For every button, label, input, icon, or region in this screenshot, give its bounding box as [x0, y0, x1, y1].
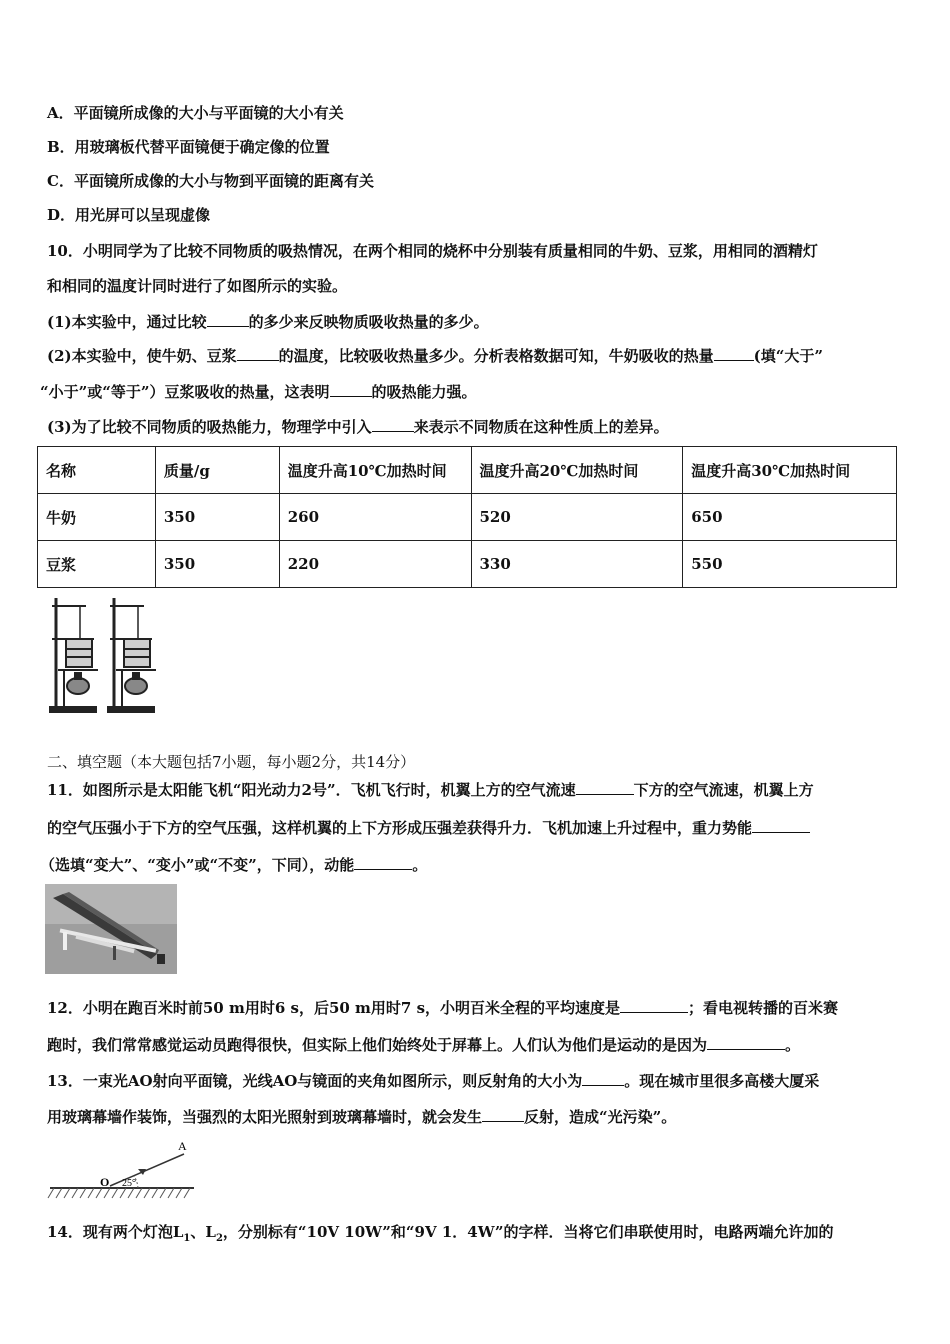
apparatus-left: [50, 598, 98, 712]
q10-part2-line2: [40, 380, 477, 402]
q13-text-b: 。现在城市里很多高楼大厦采: [624, 1072, 820, 1090]
q13-line2: [47, 1105, 676, 1127]
q10-part3: [47, 415, 669, 437]
q10-blank-4[interactable]: [330, 380, 372, 397]
q11-text-d: （选填“变大”、“变小”或“不变”，下同），动能: [40, 856, 355, 874]
q10-part1-text-a: (1)本实验中，通过比较: [47, 313, 207, 331]
table-header: 温度升高10℃加热时间: [279, 447, 471, 494]
q13-blank-1[interactable]: [582, 1069, 624, 1086]
q11-text-c: 的空气压强小于下方的空气压强，这样机翼的上下方形成压强差获得升力．飞机加速上升过程中，重力势能: [47, 819, 753, 837]
q10-part2-text-c: (填“大于”: [753, 347, 824, 365]
q14-bulb-l: L: [172, 1223, 184, 1241]
q12-blank-1[interactable]: [620, 996, 688, 1013]
q12-blank-2[interactable]: [707, 1033, 785, 1050]
q11-blank-1[interactable]: [576, 778, 634, 795]
option-a: A．平面镜所成像的大小与平面镜的大小有关: [47, 104, 344, 122]
q13-text-c: 用玻璃幕墙作装饰，当强烈的太阳光照射到玻璃幕墙时，就会发生: [47, 1108, 483, 1126]
table-cell: 330: [471, 541, 683, 588]
heating-time-table: [37, 446, 897, 588]
q14-text-a: 14．现有两个灯泡: [47, 1223, 173, 1241]
q11-text-b: 下方的空气流速，机翼上方: [633, 781, 814, 799]
mirror-hatching: [48, 1188, 190, 1198]
q14-line1: [47, 1222, 833, 1249]
q10-part1-text-b: 的多少来反映物质吸收热量的多少。: [248, 313, 489, 331]
label-angle: 25°: [122, 1178, 136, 1189]
q10-line1: 10．小明同学为了比较不同物质的吸热情况，在两个相同的烧杯中分别装有质量相同的牛奶、豆浆，用相同的酒精灯: [47, 242, 818, 260]
q10-part2-text-a: (2)本实验中，使牛奶、豆浆: [47, 347, 237, 365]
q12-text-a: 12．小明在跑百米时前50 m用时6 s，后50 m用时7 s，小明百米全程的平均速度是: [47, 999, 621, 1017]
q12-text-b: ；看电视转播的百米赛: [688, 999, 839, 1017]
q10-part2-line1: [47, 344, 823, 366]
q10-line2: 和相同的温度计同时进行了如图所示的实验。: [47, 277, 348, 295]
q12-line1: [47, 996, 838, 1018]
q10-part3-text-a: (3)为了比较不同物质的吸热能力，物理学中引入: [47, 418, 372, 436]
table-cell: 350: [155, 494, 279, 541]
table-header: 质量/g: [155, 447, 279, 494]
q13-line1: [47, 1069, 819, 1091]
table-cell: 520: [471, 494, 683, 541]
q12-line2: [47, 1033, 800, 1055]
solar-plane-photo: [45, 884, 177, 974]
table-row: [38, 494, 897, 541]
table-cell: 豆浆: [38, 541, 156, 588]
q10-part2-text-d: “小于”或“等于”）豆浆吸收的热量，这表明: [40, 383, 330, 401]
q11-blank-3[interactable]: [354, 853, 412, 870]
q14-text-b: ，分别标有“10V 10W”和“9V 1．4W”的字样．当将它们串联使用时，电路两端允许加的: [222, 1223, 834, 1241]
q12-text-c: 跑时，我们常常感觉运动员跑得很快，但实际上他们始终处于屏幕上。人们认为他们是运动的是因为: [47, 1036, 708, 1054]
q10-blank-2[interactable]: [237, 344, 279, 361]
q14-sep: 、L: [190, 1223, 216, 1241]
q11-line2: [47, 816, 810, 838]
table-cell: 350: [155, 541, 279, 588]
q11-line3: [40, 853, 427, 875]
q10-part3-text-b: 来表示不同物质在这种性质上的差异。: [413, 418, 669, 436]
q11-text-e: 。: [412, 856, 428, 874]
heating-apparatus-figure: [44, 594, 160, 714]
q10-blank-5[interactable]: [372, 415, 414, 432]
q14-sub-2: 2: [215, 1233, 223, 1244]
q10-part2-text-b: 的温度，比较吸收热量多少。分析表格数据可知，牛奶吸收的热量: [278, 347, 714, 365]
q12-text-d: 。: [785, 1036, 801, 1054]
q10-blank-3[interactable]: [714, 344, 754, 361]
table-cell: 550: [683, 541, 897, 588]
label-o: O: [100, 1175, 110, 1189]
apparatus-right: [108, 598, 156, 712]
table-row: [38, 541, 897, 588]
mirror-angle-figure: [46, 1138, 198, 1202]
table-cell: 220: [279, 541, 471, 588]
table-cell: 牛奶: [38, 494, 156, 541]
option-c: C．平面镜所成像的大小与物到平面镜的距离有关: [47, 172, 374, 190]
table-cell: 260: [279, 494, 471, 541]
q10-part1: [47, 310, 489, 332]
q10-blank-1[interactable]: [207, 310, 249, 327]
q10-part2-text-e: 的吸热能力强。: [371, 383, 477, 401]
table-cell: 650: [683, 494, 897, 541]
table-header-row: [38, 447, 897, 494]
q11-line1: [47, 778, 814, 800]
q11-blank-2[interactable]: [752, 816, 810, 833]
q11-text-a: 11．如图所示是太阳能飞机“阳光动力2号”．飞机飞行时，机翼上方的空气流速: [47, 781, 576, 799]
table-header: 温度升高20℃加热时间: [471, 447, 683, 494]
table-header: 温度升高30℃加热时间: [683, 447, 897, 494]
option-d: D．用光屏可以呈现虚像: [47, 206, 211, 224]
q13-blank-2[interactable]: [482, 1105, 524, 1122]
section-2-title: 二、填空题（本大题包括7小题，每小题2分，共14分）: [47, 753, 416, 771]
option-b: B．用玻璃板代替平面镜便于确定像的位置: [47, 138, 330, 156]
q13-text-a: 13．一束光AO射向平面镜，光线AO与镜面的夹角如图所示，则反射角的大小为: [47, 1072, 583, 1090]
label-a: A: [178, 1139, 187, 1153]
q13-text-d: 反射，造成“光污染”。: [524, 1108, 677, 1126]
table-header: 名称: [38, 447, 156, 494]
q14-sub-1: 1: [183, 1233, 191, 1244]
